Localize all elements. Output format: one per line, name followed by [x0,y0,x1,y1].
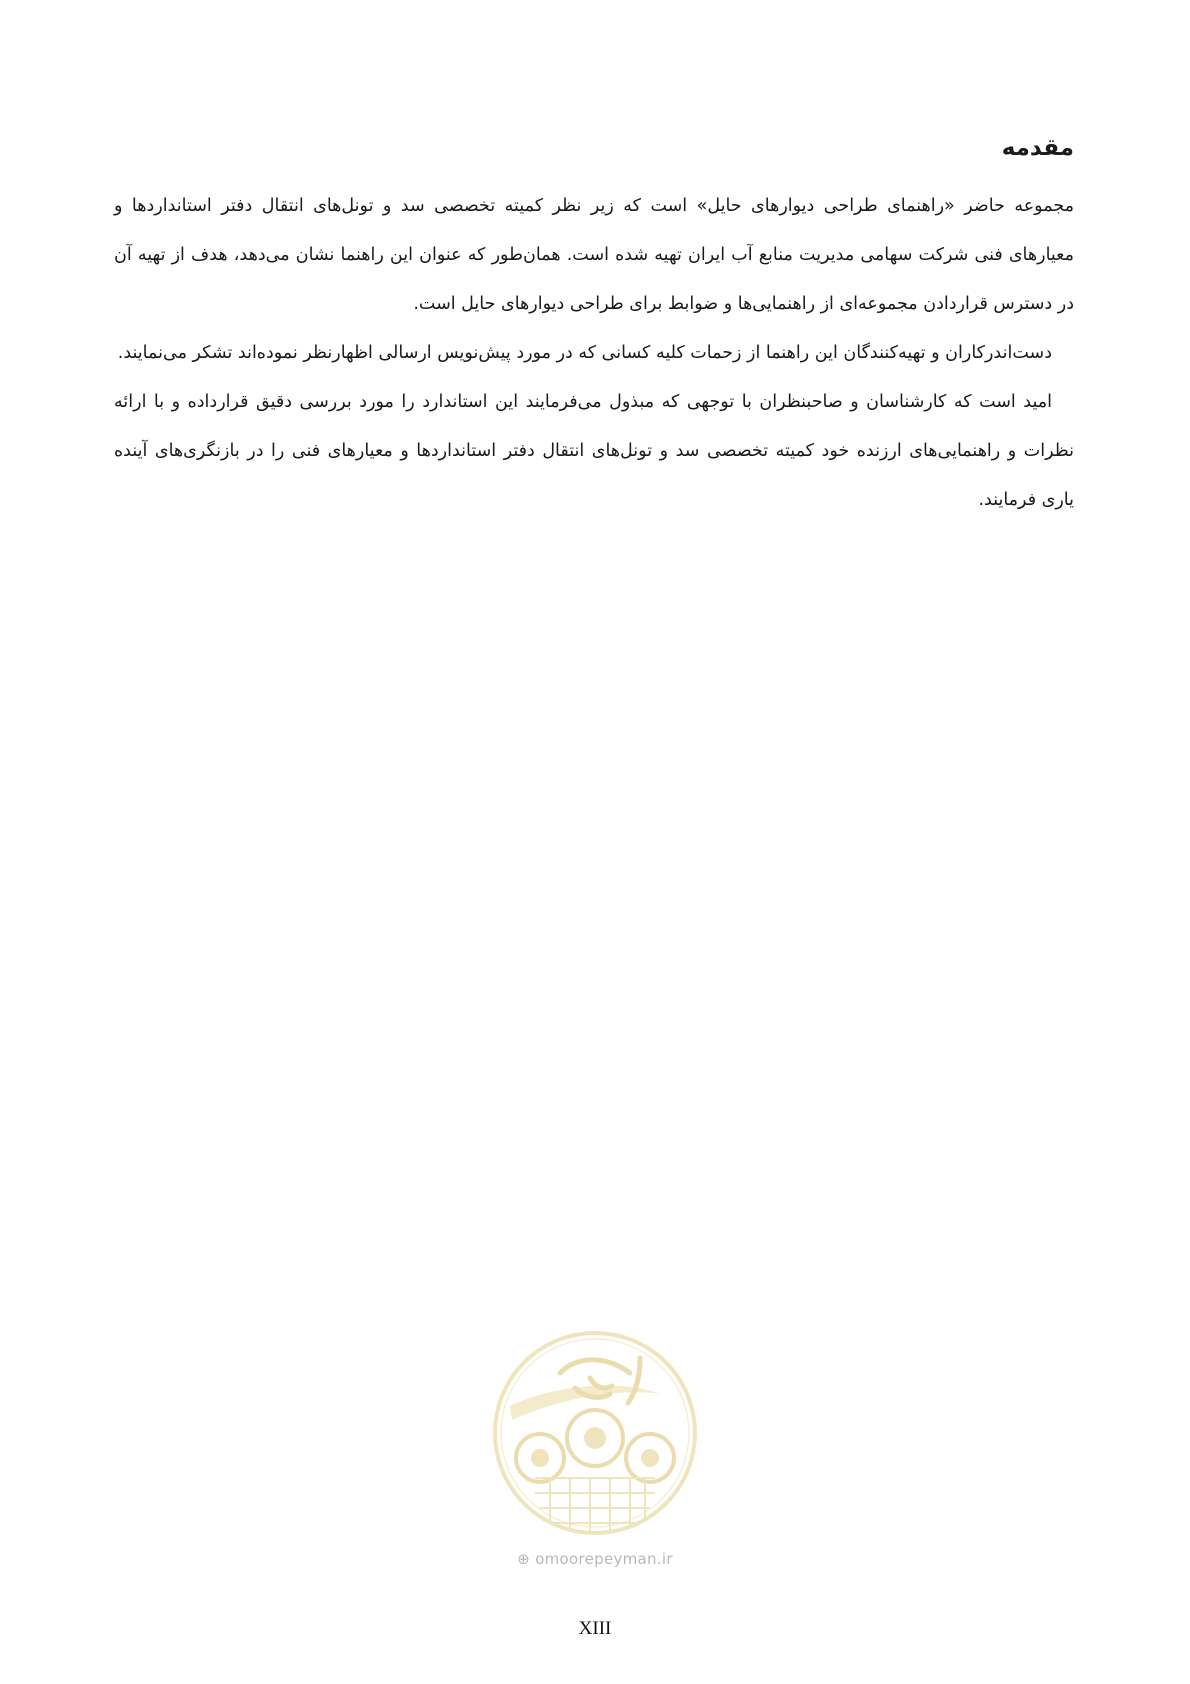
paragraph-intro: مجموعه حاضر «راهنمای طراحی دیوارهای حایل» است که زیر نظر کمیته تخصصی سد و تونل‌های انتقال دفتر استانداردها و معیارهای فنی شرکت سهامی مدیریت منابع آب ایران تهیه شده است. همان‌طور که عنوان این راهنما نشان می‌دهد، هدف از تهیه آن در دسترس قراردادن مجموعه‌ای از راهنمایی‌ها و ضوابط برای طراحی دیوارهای حایل است. [114,196,1074,314]
globe-icon: ⊕ [517,1550,531,1568]
paragraph-hope: امید است که کارشناسان و صاحبنظران با توجهی که مبذول می‌فرمایند این استاندارد را مورد بررسی دقیق قرارداده و با ارائه نظرات و راهنمایی‌های ارزنده خود کمیته تخصصی سد و تونل‌های انتقال دفتر استانداردها و معیارهای فنی را در بازنگری‌های آینده یاری فرمایند. [114,392,1074,510]
watermark-site: ⊕ omoorepeyman.ir [517,1550,673,1568]
watermark-logo [490,1328,700,1538]
preface-section [114,128,1074,525]
section-heading: مقدمه [1001,135,1074,161]
page-number: XIII [578,1618,612,1639]
paragraph-thanks: دست‌اندرکاران و تهیه‌کنندگان این راهنما از زحمات کلیه کسانی که در مورد پیش‌نویس ارسالی اظهارنظر نموده‌اند تشکر می‌نمایند. [117,343,1052,363]
